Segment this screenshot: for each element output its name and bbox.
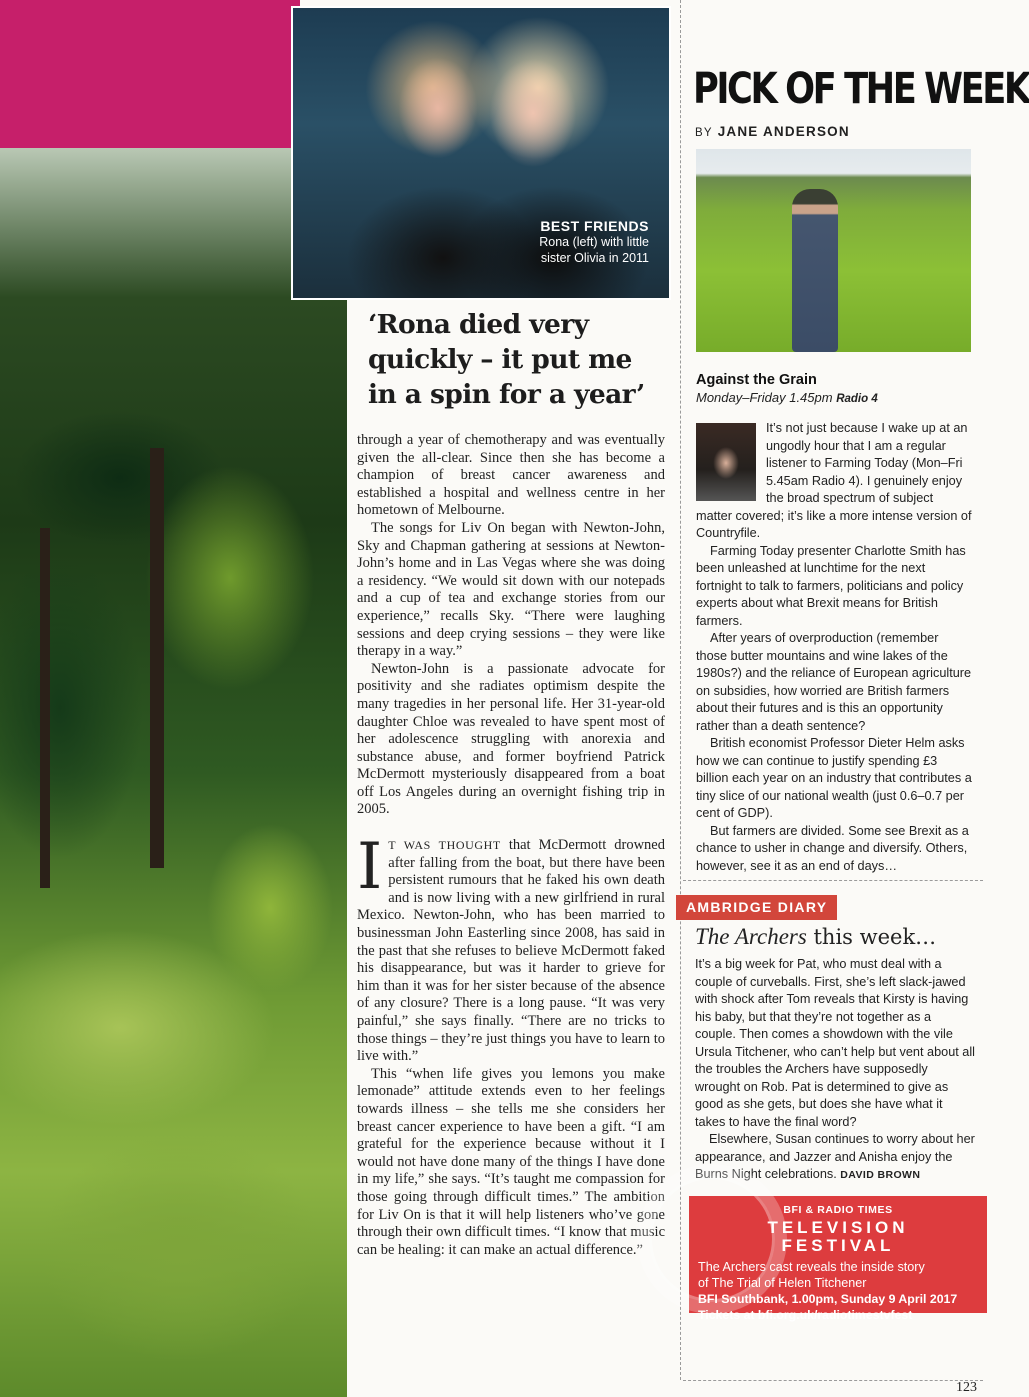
diary-paragraph (695, 1131, 975, 1185)
farmer-figure (792, 189, 838, 352)
pull-quote-line: ‘Rona died very (368, 309, 589, 340)
article-paragraph (357, 830, 665, 1066)
lead-in: T WAS THOUGHT (388, 838, 501, 853)
festival-supertitle: BFI & RADIO TIMES (783, 1204, 893, 1216)
caption-line: sister Olivia in 2011 (540, 251, 649, 265)
magenta-color-band (0, 0, 300, 148)
main-article (357, 432, 665, 1259)
ambridge-diary-tab: AMBRIDGE DIARY (676, 895, 837, 920)
pick-paragraph: But farmers are divided. Some see Brexit as a chance to usher in change and diversify. Others, however, see it as an end of days… (696, 823, 969, 873)
caption-title: BEST FRIENDS (540, 218, 649, 234)
photo-caption (539, 218, 649, 266)
festival-promo-box (689, 1196, 987, 1322)
article-paragraph: This “when life gives you lemons you make lemonade” attitude extends even to her feelings towards illness – she tells me she considers her breast cancer experience to have been a gift. “I am grateful for the experience because without it I would not have done many of the things I have done in my life,” she says. “It’s taught me compassion for those going through difficult times.” The ambition for Liv On is that it will help listeners who’ve gone through their own difficult times. “I know that music can be healing: it can make an actual difference.” (357, 1065, 665, 1258)
author-portrait (696, 423, 756, 501)
pick-paragraph: Farming Today presenter Charlotte Smith has been unleashed at lunchtime for the next fortnight to talk to farmers, politicians and policy experts about what Brexit means for British farmers. (696, 543, 966, 628)
diary-author: DAVID BROWN (840, 1169, 921, 1181)
article-paragraph: Newton-John is a passionate advocate for positivity and she radiates optimism despite the many tragedies in her personal life. Her 31-year-old daughter Chloe was revealed to have spent most of her adolescence struggling with anorexia and substance abuse, and former boyfriend Patrick McDermott mysteriously disappeared from a boat off Los Angeles during an overnight fishing trip in 2005. (357, 660, 665, 818)
pick-paragraph: It’s not just because I wake up at an ungodly hour that I am a regular listener to Farming Today (Mon–Fri 5.45am Radio 4). I genuinely enjoy the broad spectrum of subject matter covered; it’s like a more intense version of Countryfile. (696, 421, 972, 540)
pull-quote (368, 307, 668, 412)
farmer-field-photo (696, 149, 971, 352)
sidebar (683, 0, 1029, 1397)
festival-name: TELEVISION (767, 1218, 909, 1237)
best-friends-photo (291, 6, 671, 300)
diary-paragraph: It’s a big week for Pat, who must deal with a couple of curveballs. First, she’s left slack-jawed with shock after Tom reveals that Kirsty is having his baby, but that they’re not together as a couple. Then comes a showdown with the vile Ursula Titchener, who can’t help but vent about all the troubles the Archers have supposedly wrought on Rob. Pat is determined to give as good as she gets, but does she have what it takes to have the final word? (695, 957, 975, 1129)
festival-description: of The Trial of Helen Titchener (698, 1276, 867, 1290)
page-number: 123 (956, 1380, 977, 1395)
byline (695, 124, 850, 139)
diary-body (695, 956, 975, 1185)
diary-paragraph-text: Elsewhere, Susan continues to worry about her appearance, and Jazzer and Anisha enjoy the Burns Night celebrations. (695, 1132, 975, 1181)
byline-by: BY (695, 127, 713, 139)
festival-venue: BFI Southbank, 1.00pm, Sunday 9 April 2017 (698, 1292, 958, 1306)
pick-paragraph: British economist Professor Dieter Helm asks how we can continue to justify spending £3 billion each year on an industry that contributes a tiny slice of our national wealth (just 0.6–0.7 per cent of GDP). (696, 736, 972, 820)
pick-paragraph: After years of overproduction (remember those butter mountains and wine lakes of the 1980s?) and the reliance of European agriculture on subsidies, how worried are British farmers about their futures and is this an opportunity rather than a death sentence? (696, 631, 972, 733)
drop-cap: I (357, 830, 383, 905)
festival-tickets: Tickets at bfi.org.uk/radiotimestvfest (698, 1308, 913, 1322)
byline-name: JANE ANDERSON (717, 124, 850, 139)
paragraph-text: that McDermott drowned after falling from the boat, but there have been persistent rumours that he faked his own death and is now living with a new girlfriend in rural Mexico. Newton-John, who has been married to businessman John Easterling since 2008, has said in the past that she refuses to believe McDermott faked his disappearance, but was it harder to grieve for him than it was for her sister because of the absence of any closure? There is a long pause. “It was very painful,” she says finally. “There are no tricks to those things – they’re just things you have to learn to live with.” (357, 837, 665, 1065)
festival-name: FESTIVAL (781, 1236, 895, 1255)
column-divider (680, 0, 681, 1380)
article-paragraph: through a year of chemotherapy and was eventually given the all-clear. Since then she has become a champion of breast cancer awareness and established a hospital and wellness centre in her hometown of Melbourne. (357, 432, 665, 519)
article-paragraph: The songs for Liv On began with Newton-John, Sky and Chapman gathering at sessions at Newton-John’s home and in Las Vegas where she was doing a residency. “We would sit down with our notepads and a cup of tea and exchange stories from our experience,” recalls Sky. “There were laughing sessions and deep crying sessions – they were like therapy in a way.” (357, 519, 665, 660)
pick-of-the-week-title: PICK OF THE WEEK (693, 64, 1029, 114)
tree-trunk (150, 448, 164, 868)
festival-description: The Archers cast reveals the inside story (698, 1260, 925, 1274)
show-days: Monday–Friday 1.45pm (696, 390, 833, 405)
pick-body (696, 420, 972, 875)
section-divider (683, 1380, 983, 1381)
tree-trunk (40, 528, 50, 888)
diary-heading-rest: this week… (806, 925, 937, 949)
garden-photo (0, 148, 347, 1397)
pull-quote-line: quickly – it put me (368, 344, 632, 375)
diary-heading-italic: The Archers (695, 924, 807, 949)
pull-quote-line: in a spin for a year’ (368, 379, 645, 410)
show-schedule (696, 390, 878, 405)
show-station: Radio 4 (836, 393, 878, 405)
show-title: Against the Grain (696, 372, 817, 388)
caption-text (539, 234, 649, 266)
section-divider (683, 880, 983, 881)
diary-heading (695, 924, 936, 950)
caption-line: Rona (left) with little (539, 235, 649, 249)
